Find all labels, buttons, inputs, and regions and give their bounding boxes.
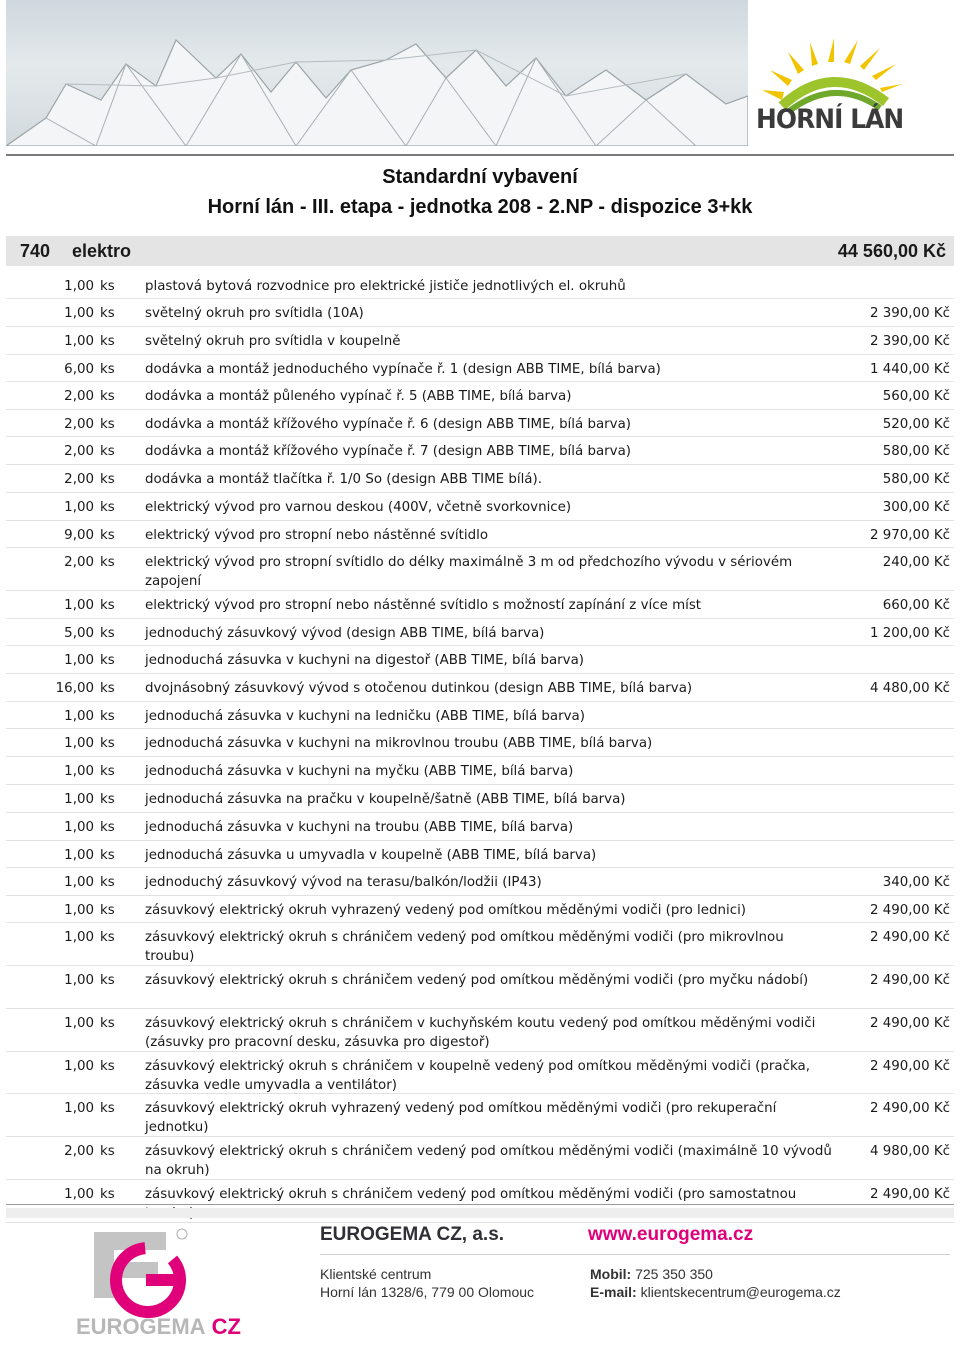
footer-brand-main: EUROGEMA [76,1314,206,1339]
item-quantity: 1,00 [64,598,94,613]
item-price: 580,00 Kč [882,472,950,487]
item-unit: ks [100,417,115,432]
item-quantity: 1,00 [64,279,94,294]
section-code: 740 [20,241,51,261]
item-price: 1 200,00 Kč [869,626,950,641]
item-unit: ks [100,653,115,668]
item-description: elektrický vývod pro stropní svítidlo do délky maximálně 3 m od předchozího vývodu v sériovém zapojení [145,555,793,589]
table-row [6,1009,954,1052]
item-quantity: 1,00 [64,820,94,835]
item-unit: ks [100,709,115,724]
item-price: 340,00 Kč [882,875,950,890]
email-contact [590,1284,841,1300]
item-quantity: 1,00 [64,306,94,321]
mobile-label: Mobil: [590,1266,632,1282]
table-row [6,299,954,327]
table-row [6,868,954,896]
table-row [6,355,954,382]
table-row [6,493,954,521]
table-row [6,619,954,646]
item-quantity: 6,00 [64,362,94,377]
item-unit: ks [100,973,115,988]
item-description: jednoduchá zásuvka v kuchyni na mikrovlnou troubu (ABB TIME, bílá barva) [145,736,653,751]
item-unit: ks [100,279,115,294]
table-row [6,785,954,813]
item-quantity: 1,00 [64,709,94,724]
item-unit: ks [100,930,115,945]
item-quantity: 1,00 [64,792,94,807]
table-row [6,757,954,785]
item-description: světelný okruh pro svítidla v koupelně [145,334,401,349]
item-quantity: 5,00 [64,626,94,641]
item-description: plastová bytová rozvodnice pro elektrické jističe jednotlivých el. okruhů [145,279,626,294]
item-description: jednoduchá zásuvka v kuchyni na myčku (ABB TIME, bílá barva) [145,764,574,779]
email-label: E-mail: [590,1284,637,1300]
item-description: zásuvkový elektrický okruh vyhrazený vedený pod omítkou měděnými vodiči (pro lednici) [145,903,747,918]
client-center-address: Horní lán 1328/6, 779 00 Olomouc [320,1284,535,1300]
item-unit: ks [100,1187,115,1202]
item-unit: ks [100,598,115,613]
item-description: dodávka a montáž tlačítka ř. 1/0 So (design ABB TIME bílá). [145,472,542,487]
footer-band [6,1208,954,1218]
item-unit: ks [100,848,115,863]
item-description: jednoduchá zásuvka v kuchyni na digestoř (ABB TIME, bílá barva) [145,653,585,668]
item-description: světelný okruh pro svítidla (10A) [145,306,364,321]
table-row [6,591,954,619]
item-description: dodávka a montáž křížového vypínače ř. 7 (design ABB TIME, bílá barva) [145,444,632,459]
item-price: 2 970,00 Kč [869,528,950,543]
items-table [6,272,954,1223]
item-unit: ks [100,681,115,696]
item-unit: ks [100,1144,115,1159]
item-description: jednoduchá zásuvka v kuchyni na ledničku (ABB TIME, bílá barva) [145,709,585,724]
footer-divider [6,1204,954,1205]
table-row [6,966,954,1009]
table-row [6,1052,954,1094]
item-unit: ks [100,1016,115,1031]
table-row [6,521,954,548]
item-quantity: 2,00 [64,1144,94,1159]
table-row [6,813,954,841]
item-quantity: 9,00 [64,528,94,543]
item-quantity: 2,00 [64,444,94,459]
item-quantity: 2,00 [64,417,94,432]
section-total: 44 560,00 Kč [837,241,946,261]
item-quantity: 1,00 [64,930,94,945]
table-row [6,382,954,410]
company-name: EUROGEMA CZ, a.s. [320,1224,505,1245]
item-unit: ks [100,389,115,404]
item-quantity: 1,00 [64,903,94,918]
item-unit: ks [100,362,115,377]
page-title: Standardní vybavení [382,166,578,188]
item-unit: ks [100,528,115,543]
item-description: zásuvkový elektrický okruh s chráničem v koupelně vedený pod omítkou měděnými vodiči (pračka, zásuvka vedle umyvadla a ventilátor) [145,1059,810,1093]
item-unit: ks [100,500,115,515]
item-description: jednoduchá zásuvka u umyvadla v koupelně (ABB TIME, bílá barva) [145,848,597,863]
item-description: zásuvkový elektrický okruh s chráničem vedený pod omítkou měděnými vodiči (pro myčku nádobí) [145,973,809,988]
item-price: 300,00 Kč [882,500,950,515]
mobile-contact [590,1266,713,1282]
item-description: zásuvkový elektrický okruh vyhrazený vedený pod omítkou měděnými vodiči (pro rekuperační jednotku) [145,1101,777,1135]
table-row [6,1137,954,1180]
table-row [6,465,954,493]
table-row [6,674,954,702]
item-description: elektrický vývod pro stropní nebo nástěnné svítidlo s možností zapínání z více míst [145,598,702,613]
item-unit: ks [100,1101,115,1116]
table-row [6,841,954,868]
table-row [6,923,954,966]
item-quantity: 1,00 [64,334,94,349]
item-quantity: 1,00 [64,736,94,751]
item-quantity: 1,00 [64,1101,94,1116]
item-price: 520,00 Kč [882,417,950,432]
table-row [6,437,954,465]
item-quantity: 1,00 [64,848,94,863]
item-price: 560,00 Kč [882,389,950,404]
table-row [6,272,954,299]
item-description: jednoduchý zásuvkový vývod na terasu/balkón/lodžii (IP43) [145,875,542,890]
item-unit: ks [100,626,115,641]
item-price: 2 490,00 Kč [869,903,950,918]
mobile-value: 725 350 350 [635,1266,713,1282]
item-price: 580,00 Kč [882,444,950,459]
item-quantity: 2,00 [64,472,94,487]
item-unit: ks [100,306,115,321]
item-description: jednoduchý zásuvkový vývod (design ABB TIME, bílá barva) [145,626,545,641]
item-description: zásuvkový elektrický okruh s chráničem v kuchyňském koutu vedený pod omítkou měděnými vodiči (zásuvky pro pracovní desku, zásuvka pro digestoř) [145,1016,816,1050]
item-unit: ks [100,764,115,779]
item-quantity: 1,00 [64,1059,94,1074]
item-quantity: 16,00 [55,681,94,696]
item-description: zásuvkový elektrický okruh s chráničem vedený pod omítkou měděnými vodiči (pro samostatnou [145,1187,797,1202]
item-unit: ks [100,334,115,349]
table-row [6,327,954,355]
item-unit: ks [100,555,115,570]
item-description: dvojnásobný zásuvkový vývod s otočenou dutinkou (design ABB TIME, bílá barva) [145,681,693,696]
item-quantity: 1,00 [64,653,94,668]
item-unit: ks [100,792,115,807]
item-description: elektrický vývod pro stropní nebo nástěnné svítidlo [145,528,489,543]
item-price: 2 490,00 Kč [869,1101,950,1116]
footer-brand [76,1314,241,1340]
item-description: elektrický vývod pro varnou deskou (400V, včetně svorkovnice) [145,500,572,515]
table-row [6,410,954,437]
item-description: jednoduchá zásuvka na pračku v koupelně/šatně (ABB TIME, bílá barva) [145,792,626,807]
header-photo [6,0,748,146]
item-unit: ks [100,1059,115,1074]
item-unit: ks [100,903,115,918]
footer-brand-suffix: CZ [211,1314,241,1339]
item-description: zásuvkový elektrický okruh s chráničem vedený pod omítkou měděnými vodiči (maximálně 10 vývodů na okruh) [145,1144,832,1178]
item-quantity: 2,00 [64,389,94,404]
item-quantity: 1,00 [64,1016,94,1031]
item-price: 2 390,00 Kč [869,334,950,349]
table-row [6,646,954,674]
item-price: 660,00 Kč [882,598,950,613]
item-price: 1 440,00 Kč [869,362,950,377]
table-row [6,896,954,923]
item-price: 2 390,00 Kč [869,306,950,321]
section-name: elektro [72,241,132,261]
item-unit: ks [100,472,115,487]
item-description: zásuvkový elektrický okruh s chráničem vedený pod omítkou měděnými vodiči (pro mikrovlnou troubu) [145,930,784,964]
item-quantity: 1,00 [64,1187,94,1202]
item-unit: ks [100,444,115,459]
table-row [6,729,954,757]
item-price: 2 490,00 Kč [869,1059,950,1074]
item-price: 2 490,00 Kč [869,930,950,945]
email-value[interactable]: klientskecentrum@eurogema.cz [640,1284,841,1300]
footer-separator [320,1254,950,1255]
client-center-label: Klientské centrum [320,1266,432,1282]
item-quantity: 1,00 [64,764,94,779]
item-description: jednoduchá zásuvka v kuchyni na troubu (ABB TIME, bílá barva) [145,820,574,835]
item-price: 2 490,00 Kč [869,1187,950,1202]
item-price: 2 490,00 Kč [869,973,950,988]
header-divider [6,154,954,156]
item-description: dodávka a montáž křížového vypínače ř. 6 (design ABB TIME, bílá barva) [145,417,632,432]
item-description: dodávka a montáž půleného vypínač ř. 5 (ABB TIME, bílá barva) [145,389,572,404]
section-header [6,236,954,266]
item-quantity: 1,00 [64,973,94,988]
item-description: dodávka a montáž jednoduchého vypínače ř. 1 (design ABB TIME, bílá barva) [145,362,661,377]
item-price: 4 480,00 Kč [869,681,950,696]
building-illustration [6,0,748,146]
item-quantity: 2,00 [64,555,94,570]
item-price: 2 490,00 Kč [869,1016,950,1031]
item-quantity: 1,00 [64,500,94,515]
item-unit: ks [100,875,115,890]
table-row [6,1094,954,1137]
table-row [6,702,954,729]
logo-wordmark: HORNÍ LÁN [756,104,904,135]
item-quantity: 1,00 [64,875,94,890]
page-subtitle: Horní lán - III. etapa - jednotka 208 - 2.NP - dispozice 3+kk [207,196,753,218]
item-unit: ks [100,820,115,835]
website-link[interactable]: www.eurogema.cz [588,1224,754,1245]
item-unit: ks [100,736,115,751]
item-price: 4 980,00 Kč [869,1144,950,1159]
table-row [6,548,954,591]
item-price: 240,00 Kč [882,555,950,570]
